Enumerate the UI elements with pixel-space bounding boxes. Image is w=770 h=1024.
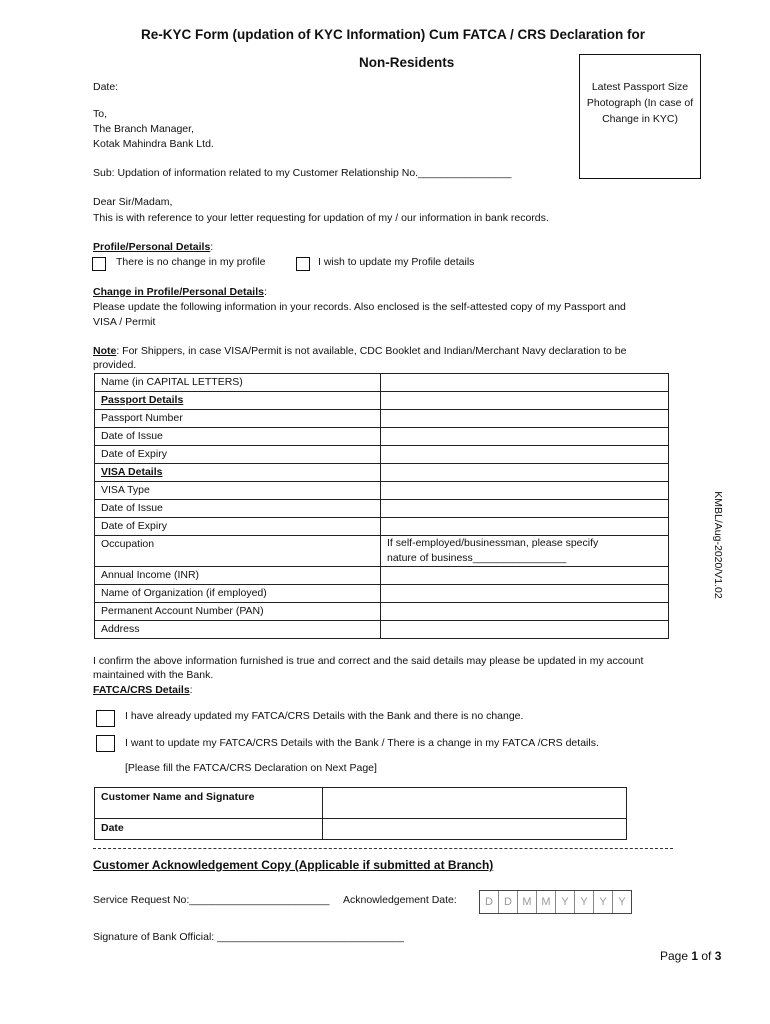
fatca-heading-colon: : (189, 684, 193, 696)
note-text-line2: provided. (93, 359, 137, 371)
date-digit-box[interactable]: Y (575, 891, 594, 913)
details-row-label: Passport Details (95, 392, 381, 410)
ack-date-input[interactable] (479, 890, 632, 914)
date-digit-box[interactable]: M (537, 891, 556, 913)
confirm-line1: I confirm the above information furnished is true and correct and the said details may please be updated in my account (93, 655, 644, 667)
details-row-value[interactable] (381, 518, 669, 536)
page-number (660, 949, 721, 963)
profile-heading-colon: : (210, 241, 214, 253)
details-row-label: Name (in CAPITAL LETTERS) (95, 374, 381, 392)
date-digit-box[interactable]: Y (618, 896, 626, 908)
page-prefix: Page (660, 949, 692, 963)
fatca-heading: FATCA/CRS Details (93, 684, 190, 696)
customer-name-signature-label: Customer Name and Signature (95, 788, 323, 819)
page-total: 3 (714, 949, 722, 963)
address-line1: The Branch Manager, (93, 123, 194, 135)
confirm-line2: maintained with the Bank. (93, 669, 214, 681)
details-row (95, 500, 669, 518)
date-digit-box[interactable]: Y (556, 891, 575, 913)
details-row-hint-line2: nature of business________________ (387, 552, 567, 564)
details-row-label: VISA Type (95, 482, 381, 500)
signature-date-label: Date (95, 819, 323, 840)
details-row-label: Date of Issue (95, 500, 381, 518)
details-row-label: VISA Details (95, 464, 381, 482)
fatca-next-page-note: [Please fill the FATCA/CRS Declaration on Next Page] (125, 762, 377, 774)
service-request-label: Service Request No:________________________ (93, 894, 330, 906)
cut-line-divider (93, 848, 673, 849)
form-version-code: KMBL/Aug-2020/V1.02 (712, 491, 724, 599)
details-row-value[interactable] (381, 428, 669, 446)
details-row (95, 392, 669, 410)
details-row-value[interactable] (381, 603, 669, 621)
page-current: 1 (691, 949, 699, 963)
details-row-value[interactable] (381, 446, 669, 464)
bank-official-signature: Signature of Bank Official: ________________________________ (93, 931, 404, 943)
details-row-label: Annual Income (INR) (95, 567, 381, 585)
date-digit-box[interactable]: Y (594, 891, 613, 913)
details-row-label: Occupation (95, 536, 381, 567)
note-label: Note (93, 345, 117, 357)
details-row-label: Date of Expiry (95, 518, 381, 536)
acknowledgement-heading: Customer Acknowledgement Copy (Applicable if submitted at Branch) (93, 858, 494, 872)
change-text-line2: VISA / Permit (93, 316, 156, 328)
customer-name-signature-field[interactable] (323, 788, 627, 819)
details-row (95, 428, 669, 446)
page-of: of (698, 949, 715, 963)
details-row-label: Passport Number (95, 410, 381, 428)
change-text-line1: Please update the following information in your records. Also enclosed is the self-attested copy of my Passport and (93, 301, 626, 313)
details-row-value[interactable] (381, 392, 669, 410)
update-profile-checkbox[interactable] (296, 257, 310, 271)
details-row-value[interactable] (381, 410, 669, 428)
date-digit-box[interactable]: D (499, 891, 518, 913)
subject-line: Sub: Updation of information related to my Customer Relationship No.________________ (93, 167, 512, 179)
profile-heading-row (93, 241, 213, 253)
details-row (95, 482, 669, 500)
note-text: : For Shippers, in case VISA/Permit is not available, CDC Booklet and Indian/Merchant Navy declaration to be (116, 345, 627, 357)
details-row-value[interactable] (381, 585, 669, 603)
update-profile-label: I wish to update my Profile details (318, 256, 475, 268)
passport-photo-box (579, 54, 701, 179)
details-row (95, 621, 669, 639)
form-title-line1: Re-KYC Form (updation of KYC Information) Cum FATCA / CRS Declaration for (141, 27, 645, 42)
profile-heading: Profile/Personal Details (93, 241, 211, 253)
no-change-checkbox[interactable] (92, 257, 106, 271)
fatca-update-checkbox[interactable] (96, 735, 115, 752)
change-heading-colon: : (263, 286, 267, 298)
details-row-label: Name of Organization (if employed) (95, 585, 381, 603)
details-row-value[interactable] (381, 464, 669, 482)
details-row-value[interactable] (381, 536, 669, 567)
details-row (95, 410, 669, 428)
change-heading-row (93, 286, 267, 298)
salutation: Dear Sir/Madam, (93, 196, 173, 208)
details-row (95, 446, 669, 464)
details-table (94, 373, 669, 639)
details-row-label: Date of Issue (95, 428, 381, 446)
address-line2: Kotak Mahindra Bank Ltd. (93, 138, 214, 150)
no-change-label: There is no change in my profile (116, 256, 266, 268)
details-row (95, 518, 669, 536)
details-row (95, 536, 669, 567)
fatca-heading-row (93, 684, 193, 696)
change-heading: Change in Profile/Personal Details (93, 286, 264, 298)
signature-date-field[interactable] (323, 819, 627, 840)
date-digit-box[interactable]: M (518, 891, 537, 913)
fatca-no-change-label: I have already updated my FATCA/CRS Details with the Bank and there is no change. (125, 710, 524, 722)
date-label: Date: (93, 81, 119, 93)
details-row (95, 585, 669, 603)
details-row (95, 567, 669, 585)
details-row-value[interactable] (381, 374, 669, 392)
fatca-no-change-checkbox[interactable] (96, 710, 115, 727)
details-row-value[interactable] (381, 567, 669, 585)
signature-table (94, 787, 627, 840)
date-digit-box[interactable]: D (480, 891, 499, 913)
details-row-value[interactable] (381, 482, 669, 500)
details-row (95, 603, 669, 621)
details-row-label: Date of Expiry (95, 446, 381, 464)
details-row-value[interactable] (381, 500, 669, 518)
details-row-label: Address (95, 621, 381, 639)
details-row-value[interactable] (381, 621, 669, 639)
details-row-hint: If self-employed/businessman, please specify (387, 537, 599, 549)
ack-date-label: Acknowledgement Date: (343, 894, 457, 906)
form-title-line2: Non-Residents (359, 55, 455, 70)
details-row-label: Permanent Account Number (PAN) (95, 603, 381, 621)
details-row (95, 464, 669, 482)
photo-box-text: Latest Passport Size Photograph (In case of Change in KYC) (586, 81, 694, 125)
reference-text: This is with reference to your letter requesting for updation of my / our information in bank records. (93, 212, 549, 224)
fatca-update-label: I want to update my FATCA/CRS Details with the Bank / There is a change in my FATCA /CRS details. (125, 737, 599, 749)
note-row (93, 345, 626, 357)
details-row (95, 374, 669, 392)
address-to: To, (93, 108, 108, 120)
